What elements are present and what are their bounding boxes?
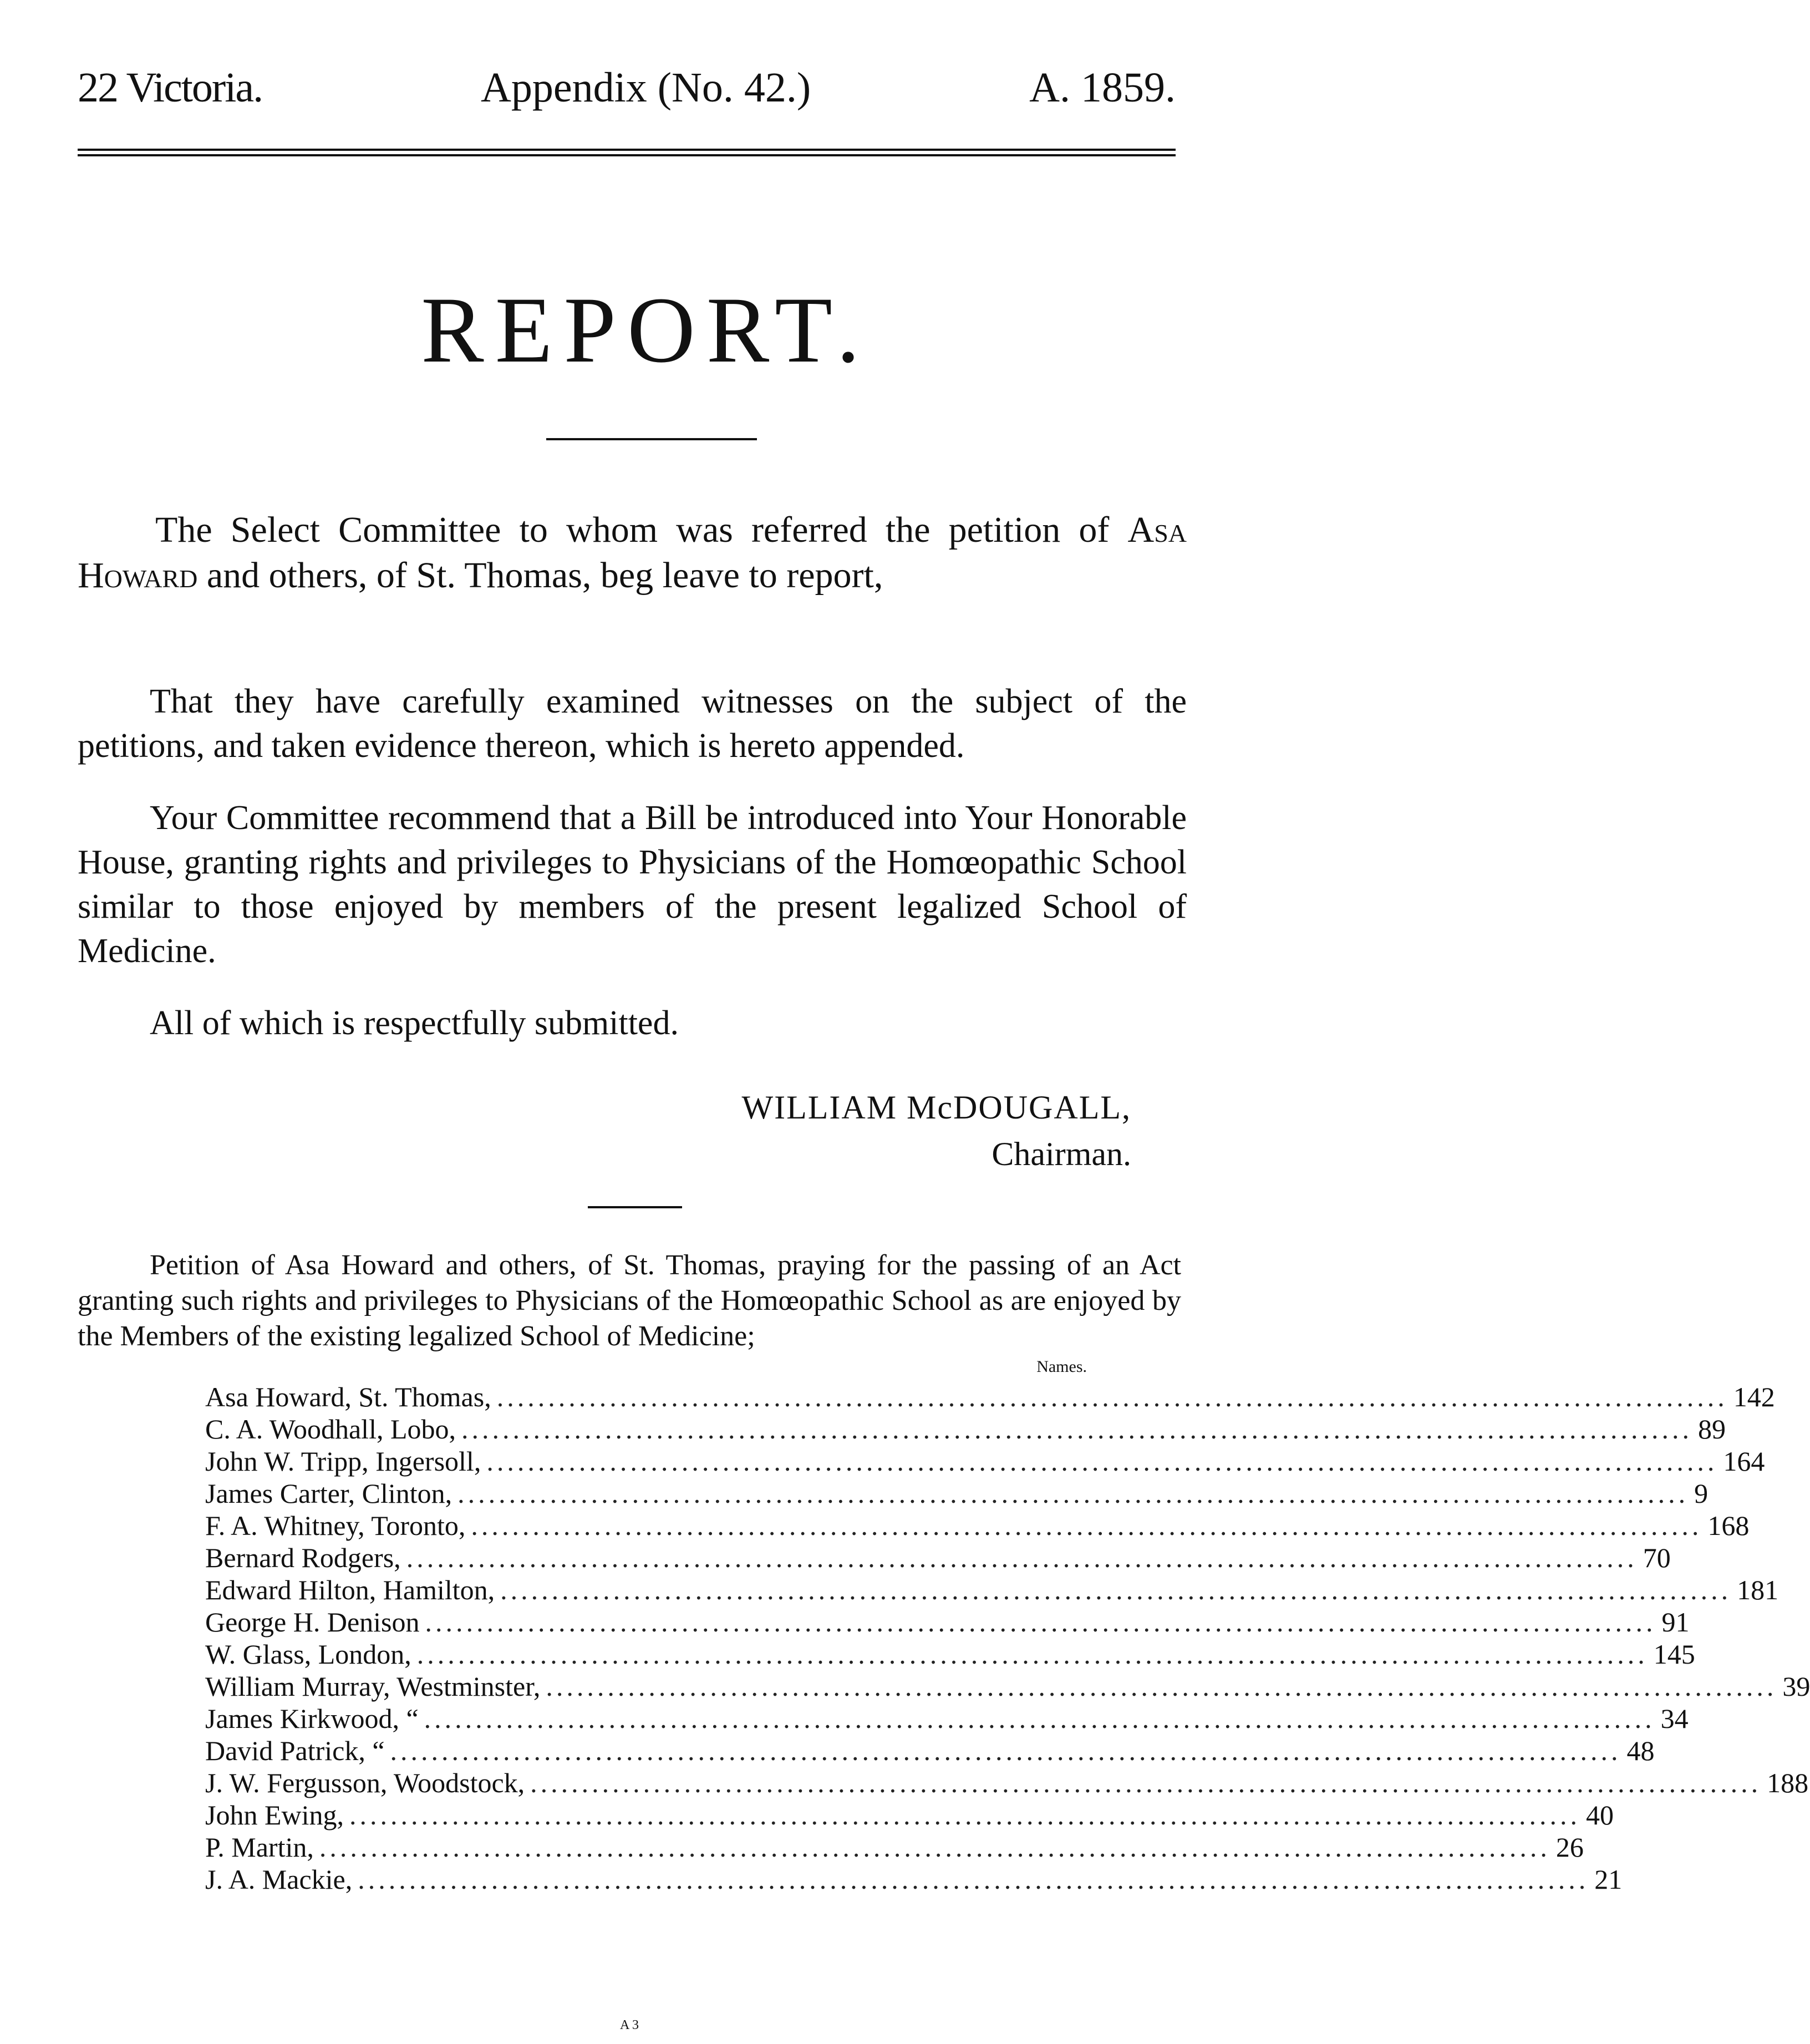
dot-leader: ........................................................................................................................ (425, 1606, 1656, 1638)
dot-leader: ........................................................................................................................ (349, 1799, 1580, 1831)
petitioner-name: James Carter, Clinton, (205, 1478, 452, 1509)
section-divider (588, 1206, 682, 1208)
report-paragraph-3: All of which is respectfully submitted. (150, 1004, 679, 1042)
list-item (205, 1413, 1726, 1445)
petitioner-name: John W. Tripp, Ingersoll, (205, 1446, 481, 1477)
dot-leader: ........................................................................................................................ (546, 1671, 1777, 1702)
petitioner-name: Bernard Rodgers, (205, 1542, 401, 1573)
petitioner-name: Edward Hilton, Hamilton, (205, 1574, 495, 1605)
petitioner-list (205, 1381, 1810, 1895)
petitioner-count: 34 (1660, 1703, 1689, 1734)
petition-description: Petition of Asa Howard and others, of St. Thomas, praying for the passing of an Act granting such rights and privileges to Physicians of the Homœopathic School as are enjoyed by the Members of the existing legalized School of Medicine; (78, 1249, 1181, 1352)
dot-leader: ........................................................................................................................ (461, 1413, 1693, 1445)
petitioner-name: F. A. Whitney, Toronto, (205, 1510, 466, 1541)
report-title: REPORT. (421, 278, 871, 382)
petitioner-count: 188 (1767, 1767, 1809, 1798)
report-intro (78, 507, 1187, 598)
petitioner-count: 70 (1643, 1542, 1671, 1573)
petitioner-name: W. Glass, London, (205, 1639, 411, 1670)
list-item (205, 1509, 1750, 1542)
petitioner-count: 21 (1594, 1864, 1623, 1895)
petitioner-name: J. A. Mackie, (205, 1864, 353, 1895)
dot-leader: ........................................................................................................................ (416, 1639, 1648, 1670)
intro-petitioner: Asa Howard (78, 510, 1187, 596)
list-item (205, 1381, 1775, 1413)
dot-leader: ........................................................................................................................ (530, 1767, 1762, 1798)
petitioner-count: 142 (1733, 1381, 1775, 1412)
petitioner-count: 48 (1626, 1735, 1655, 1766)
list-item (205, 1735, 1655, 1767)
list-item (205, 1799, 1614, 1831)
printer-signature-mark: A 3 (620, 2018, 639, 2032)
dot-leader: ........................................................................................................................ (390, 1735, 1621, 1766)
petitioner-name: P. Martin, (205, 1832, 314, 1863)
report-paragraph-1: That they have carefully examined witnesses on the subject of the petitions, and taken evidence thereon, which is hereto appended. (78, 683, 1187, 765)
list-item (205, 1542, 1671, 1574)
petitioner-count: 168 (1707, 1510, 1750, 1541)
dot-leader: ........................................................................................................................ (358, 1864, 1589, 1895)
names-column-header: Names. (1036, 1357, 1087, 1376)
intro-text-2: and others, of St. Thomas, beg leave to report, (206, 555, 883, 596)
petitioner-count: 40 (1586, 1799, 1614, 1831)
list-item (205, 1574, 1779, 1606)
list-item (205, 1863, 1623, 1895)
petitioner-count: 26 (1555, 1832, 1584, 1863)
list-item (205, 1606, 1690, 1638)
title-divider (546, 438, 757, 440)
dot-leader: ........................................................................................................................ (496, 1381, 1728, 1412)
petitioner-count: 181 (1737, 1574, 1779, 1605)
intro-text-1: The Select Committee to whom was referred the petition of (155, 510, 1110, 550)
dot-leader: ........................................................................................................................ (424, 1703, 1655, 1734)
petitioner-name: Asa Howard, St. Thomas, (205, 1381, 491, 1412)
petitioner-count: 89 (1698, 1413, 1726, 1445)
dot-leader: ........................................................................................................................ (406, 1542, 1638, 1573)
header-appendix: Appendix (No. 42.) (480, 64, 811, 111)
list-item (205, 1670, 1810, 1702)
list-item (205, 1445, 1765, 1477)
signatory-name: WILLIAM McDOUGALL, (741, 1089, 1131, 1126)
list-item (205, 1477, 1709, 1509)
list-item (205, 1767, 1809, 1799)
list-item (205, 1831, 1584, 1863)
signature-block (654, 1084, 1131, 1177)
petitioner-count: 9 (1694, 1478, 1709, 1509)
list-item (205, 1702, 1689, 1735)
petitioner-name: John Ewing, (205, 1799, 344, 1831)
dot-leader: ........................................................................................................................ (486, 1446, 1718, 1477)
header-year: A. 1859. (1029, 64, 1176, 111)
list-item (205, 1638, 1695, 1670)
report-paragraph-2: Your Committee recommend that a Bill be introduced into Your Honorable House, granting rights and privileges to Physicians of the Homœopathic School similar to those enjoyed by members of the present legalized School of Medicine. (78, 799, 1187, 970)
header-session: 22 Victoria. (78, 64, 263, 111)
petitioner-name: David Patrick, “ (205, 1735, 385, 1766)
petitioner-count: 91 (1661, 1606, 1690, 1638)
dot-leader: ........................................................................................................................ (500, 1574, 1732, 1605)
petitioner-name: James Kirkwood, “ (205, 1703, 419, 1734)
petitioner-count: 145 (1653, 1639, 1695, 1670)
petitioner-name: J. W. Fergusson, Woodstock, (205, 1767, 525, 1798)
petitioner-name: George H. Denison (205, 1606, 420, 1638)
petitioner-count: 164 (1723, 1446, 1765, 1477)
petitioner-name: C. A. Woodhall, Lobo, (205, 1413, 456, 1445)
dot-leader: ........................................................................................................................ (319, 1832, 1550, 1863)
header-double-rule (78, 149, 1176, 156)
dot-leader: ........................................................................................................................ (471, 1510, 1702, 1541)
page-header (78, 64, 1176, 111)
dot-leader: ........................................................................................................................ (457, 1478, 1689, 1509)
petitioner-count: 39 (1782, 1671, 1810, 1702)
signatory-title: Chairman. (992, 1136, 1131, 1172)
petitioner-name: William Murray, Westminster, (205, 1671, 541, 1702)
